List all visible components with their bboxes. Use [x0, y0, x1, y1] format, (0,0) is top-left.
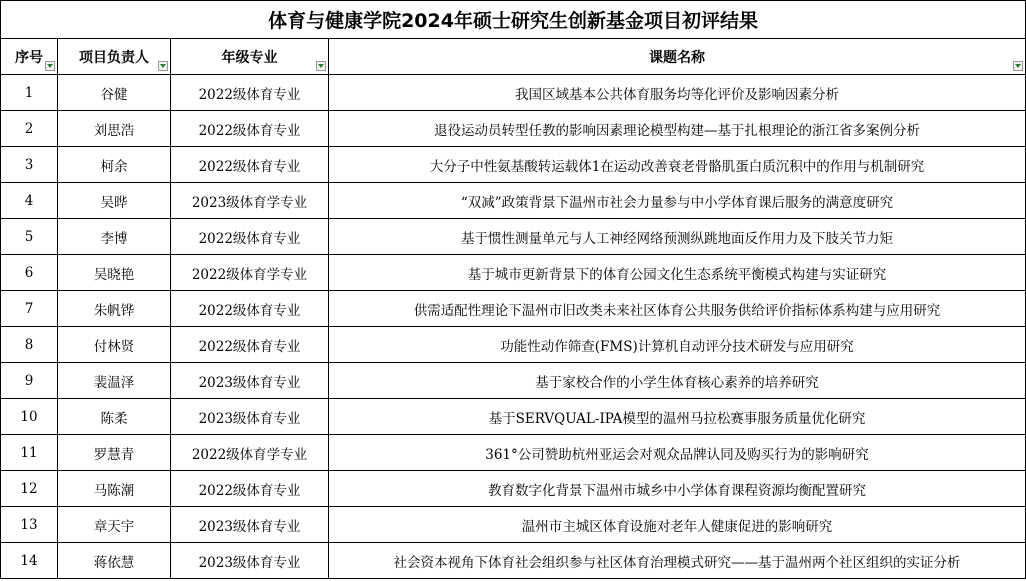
filter-dropdown-icon[interactable] — [316, 61, 326, 71]
cell-index[interactable]: 3 — [1, 147, 58, 183]
cell-leader[interactable]: 罗慧青 — [58, 435, 171, 471]
table-row[interactable] — [1, 327, 1026, 363]
table-row[interactable] — [1, 255, 1026, 291]
cell-leader[interactable]: 朱帆铧 — [58, 291, 171, 327]
cell-topic[interactable]: 教育数字化背景下温州市城乡中小学体育课程资源均衡配置研究 — [329, 471, 1026, 507]
cell-leader[interactable]: 马陈潮 — [58, 471, 171, 507]
cell-major[interactable]: 2022级体育专业 — [171, 75, 329, 111]
header-index-label: 序号 — [15, 49, 43, 66]
cell-topic[interactable]: 供需适配性理论下温州市旧改类未来社区体育公共服务供给评价指标体系构建与应用研究 — [329, 291, 1026, 327]
cell-topic[interactable]: 基于家校合作的小学生体育核心素养的培养研究 — [329, 363, 1026, 399]
cell-leader[interactable]: 柯余 — [58, 147, 171, 183]
table-row[interactable] — [1, 399, 1026, 435]
cell-index[interactable]: 13 — [1, 507, 58, 543]
cell-major[interactable]: 2022级体育学专业 — [171, 435, 329, 471]
cell-topic[interactable]: 基于惯性测量单元与人工神经网络预测纵跳地面反作用力及下肢关节力矩 — [329, 219, 1026, 255]
cell-major[interactable]: 2022级体育专业 — [171, 327, 329, 363]
cell-leader[interactable]: 刘思浩 — [58, 111, 171, 147]
cell-index[interactable]: 10 — [1, 399, 58, 435]
cell-topic[interactable]: 功能性动作筛查(FMS)计算机自动评分技术研发与应用研究 — [329, 327, 1026, 363]
header-major[interactable] — [171, 39, 329, 75]
cell-major[interactable]: 2022级体育专业 — [171, 219, 329, 255]
cell-topic[interactable]: 大分子中性氨基酸转运载体1在运动改善衰老骨骼肌蛋白质沉积中的作用与机制研究 — [329, 147, 1026, 183]
cell-topic[interactable]: 社会资本视角下体育社会组织参与社区体育治理模式研究——基于温州两个社区组织的实证分析 — [329, 543, 1026, 579]
header-index[interactable] — [1, 39, 58, 75]
cell-major[interactable]: 2022级体育专业 — [171, 111, 329, 147]
cell-index[interactable]: 5 — [1, 219, 58, 255]
cell-index[interactable]: 11 — [1, 435, 58, 471]
cell-major[interactable]: 2022级体育专业 — [171, 471, 329, 507]
cell-leader[interactable]: 李博 — [58, 219, 171, 255]
filter-dropdown-icon[interactable] — [1013, 61, 1023, 71]
header-leader-label: 项目负责人 — [79, 49, 149, 66]
cell-major[interactable]: 2023级体育专业 — [171, 507, 329, 543]
table-row[interactable] — [1, 543, 1026, 579]
filter-dropdown-icon[interactable] — [45, 61, 55, 71]
cell-index[interactable]: 6 — [1, 255, 58, 291]
cell-leader[interactable]: 谷健 — [58, 75, 171, 111]
header-topic[interactable] — [329, 39, 1026, 75]
cell-topic[interactable]: 基于城市更新背景下的体育公园文化生态系统平衡模式构建与实证研究 — [329, 255, 1026, 291]
header-topic-label: 课题名称 — [649, 49, 705, 66]
table-row[interactable] — [1, 75, 1026, 111]
cell-topic[interactable]: 退役运动员转型任教的影响因素理论模型构建—基于扎根理论的浙江省多案例分析 — [329, 111, 1026, 147]
cell-major[interactable]: 2022级体育学专业 — [171, 255, 329, 291]
cell-leader[interactable]: 吴晔 — [58, 183, 171, 219]
cell-topic[interactable]: 361°公司赞助杭州亚运会对观众品牌认同及购买行为的影响研究 — [329, 435, 1026, 471]
cell-major[interactable]: 2022级体育专业 — [171, 291, 329, 327]
cell-leader[interactable]: 蒋依慧 — [58, 543, 171, 579]
cell-index[interactable]: 2 — [1, 111, 58, 147]
cell-leader[interactable]: 裴温泽 — [58, 363, 171, 399]
cell-major[interactable]: 2023级体育专业 — [171, 543, 329, 579]
cell-index[interactable]: 7 — [1, 291, 58, 327]
table-row[interactable] — [1, 219, 1026, 255]
table-row[interactable] — [1, 147, 1026, 183]
cell-leader[interactable]: 陈柔 — [58, 399, 171, 435]
table-row[interactable] — [1, 291, 1026, 327]
cell-index[interactable]: 14 — [1, 543, 58, 579]
sheet-title: 体育与健康学院2024年硕士研究生创新基金项目初评结果 — [1, 1, 1026, 39]
table-row[interactable] — [1, 507, 1026, 543]
cell-index[interactable]: 4 — [1, 183, 58, 219]
cell-index[interactable]: 8 — [1, 327, 58, 363]
cell-leader[interactable]: 付林贤 — [58, 327, 171, 363]
cell-index[interactable]: 12 — [1, 471, 58, 507]
cell-major[interactable]: 2022级体育专业 — [171, 147, 329, 183]
cell-major[interactable]: 2023级体育专业 — [171, 399, 329, 435]
cell-index[interactable]: 9 — [1, 363, 58, 399]
cell-leader[interactable]: 章天宇 — [58, 507, 171, 543]
filter-dropdown-icon[interactable] — [158, 61, 168, 71]
cell-topic[interactable]: “双减”政策背景下温州市社会力量参与中小学体育课后服务的满意度研究 — [329, 183, 1026, 219]
cell-topic[interactable]: 我国区域基本公共体育服务均等化评价及影响因素分析 — [329, 75, 1026, 111]
cell-major[interactable]: 2023级体育专业 — [171, 363, 329, 399]
table-row[interactable] — [1, 111, 1026, 147]
header-major-label: 年级专业 — [221, 49, 278, 66]
table-row[interactable] — [1, 435, 1026, 471]
header-leader[interactable] — [58, 39, 171, 75]
cell-leader[interactable]: 吴晓艳 — [58, 255, 171, 291]
cell-topic[interactable]: 温州市主城区体育设施对老年人健康促进的影响研究 — [329, 507, 1026, 543]
table-row[interactable] — [1, 363, 1026, 399]
cell-major[interactable]: 2023级体育学专业 — [171, 183, 329, 219]
cell-index[interactable]: 1 — [1, 75, 58, 111]
table-row[interactable] — [1, 183, 1026, 219]
cell-topic[interactable]: 基于SERVQUAL-IPA模型的温州马拉松赛事服务质量优化研究 — [329, 399, 1026, 435]
table-row[interactable] — [1, 471, 1026, 507]
